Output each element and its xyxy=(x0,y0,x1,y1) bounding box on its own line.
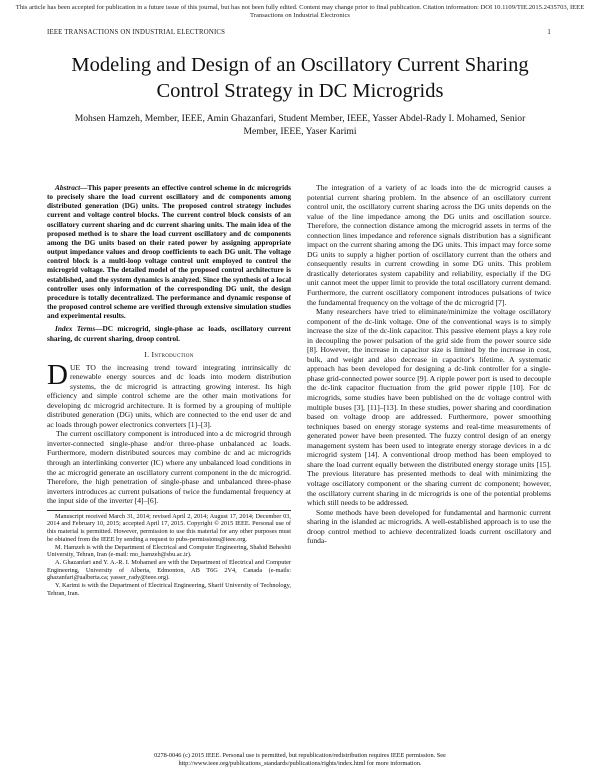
author-list: Mohsen Hamzeh, Member, IEEE, Amin Ghazanfari, Student Member, IEEE, Yasser Abdel-Rady I. Mohamed, Senior Member, IEEE, Yaser Karimi xyxy=(74,113,526,137)
section-title: Introduction xyxy=(151,349,194,359)
intro-lead: UE TO xyxy=(69,362,96,372)
body-paragraph-2: Many researchers have tried to eliminate/minimize the voltage oscillatory component of the dc-link voltage. One of the conventional ways is to simply increase the size of the dc-link capacitor. This passive element plays a key role in decoupling the power pulsation of the grid side from the power source side [8]. However, the increase in capacitor size is limited by the increase in cost, bulk, and weight and also decrease in capacitor's lifetime. A systematic approach has been developed for designing a dc-link controller for a single-phase grid-connected power source [9]. A ripple power port is used to decouple the dc-link capacitor fluctuation from the grid power ripple [10]. For dc microgrids, some studies have been published on the dc voltage control with multiple buses [3], [11]–[13]. In these studies, power sharing and coordination based on voltage droop are addressed. Furthermore, power smoothing techniques based on energy storage systems and real-time measurements of generated power have been presented. The fuzzy control design of an energy management system has been used to integrate energy storage devices in a dc microgrid system [14]. A conventional droop method has been employed to share the load current equally between the distributed energy storage units [15]. The previous literature has presented methods to deal with minimizing the voltage oscillatory component or the sharing current dc component; however, the oscillatory current sharing in dc microgrids is one of the potential problems which still needs to be addressed. xyxy=(307,307,551,508)
intro-p1-text: the increasing trend toward integrating intrinsically dc renewable energy sources and dc loads into modern distribution systems, the dc microgrid is attracting growing interest. Its high efficiency and simple control scheme are the other main motivations for developing dc microgrid architecture. It is formed by a grouping of multiple distributed generation (DG) units, which are connected to the end user dc and ac loads through power electronics converters [1]–[3]. xyxy=(47,362,291,429)
intro-paragraph-2: The current oscillatory component is introduced into a dc microgrid through inverter-connected single-phase and/or three-phase unbalanced ac loads. Furthermore, modern distributed sources may combine dc and ac microgrids through an interlinking converter (IC) where any unbalanced load conditions in the ac microgrid generate an oscillatory current component in the dc microgrid. Therefore, the high penetration of single-phase and unbalanced three-phase inverters introduces ac current pulsations of twice the fundamental frequency at the input side of the inverter [4]–[6]. xyxy=(47,429,291,506)
publication-notice: This article has been accepted for publication in a future issue of this journal, but has not been fully edited. Content may change prior to final publication. Citation information: DOI 10.1109/TIE.2015.2435703, IEEE Transactions on Industrial Electronics xyxy=(15,4,585,19)
drop-cap: D xyxy=(47,358,68,391)
index-terms-label: Index Terms xyxy=(55,324,96,334)
intro-paragraph-1 xyxy=(47,358,291,430)
abstract-label: Abstract xyxy=(55,183,81,192)
abstract-text: —This paper presents an effective control scheme in dc microgrids to precisely share the load current oscillatory and dc components among distributed generation (DG) units. The proposed control strategy includes current and voltage control blocks. The current control block consists of an oscillatory current sharing and dc current sharing units. The main idea of the proposed method is to share the load current oscillatory and dc components among the DG units based on their rated power by assigning appropriate output impedance values and droop coefficients to each DG unit. The voltage control block is a multi-loop voltage control unit employed to control the microgrid voltage. The detailed model of the proposed control architecture is established, and the system dynamics is analyzed. Since the synthesis of a local controller uses only information of the corresponding DG unit, the design procedure is totally decentralized. The performance and dynamic response of the proposed control scheme are verified through extensive simulation studies and experimental results. xyxy=(47,183,291,321)
footnote-author-2: A. Ghazanfari and Y. A.-R. I. Mohamed are with the Department of Electrical and Computer Engineering, University of Alberta, Edmonton, AB T6G 2V4, Canada (e-mails: ghazanfari@ualberta.ca; yasser_rady@ieee.org). xyxy=(47,558,291,582)
body-paragraph-3: Some methods have been developed for fundamental and harmonic current sharing in the islanded ac microgrids. A well-established approach is to use the droop control method to achieve decentralized loads current oscillatory and funda- xyxy=(307,507,551,546)
paper-title: Modeling and Design of an Oscillatory Current Sharing Control Strategy in DC Microgrids xyxy=(71,54,529,102)
page-footer xyxy=(100,752,500,767)
section-numeral: I. xyxy=(144,349,150,359)
footnote-rule xyxy=(47,510,291,511)
abstract xyxy=(47,183,291,320)
footnote-author-3: Y. Karimi is with the Department of Electrical Engineering, Sharif University of Technology, Tehran, Iran. xyxy=(47,582,291,597)
footnote-author-1: M. Hamzeh is with the Department of Electrical and Computer Engineering, Shahid Beheshti University, Tehran, Iran (e-mail: mo_hamzeh@sbu.ac.ir). xyxy=(47,543,291,559)
index-terms xyxy=(47,324,291,342)
journal-name: IEEE TRANSACTIONS ON INDUSTRIAL ELECTRONICS xyxy=(47,29,226,36)
running-head xyxy=(47,29,551,36)
left-column xyxy=(47,183,291,597)
body-paragraph-1: The integration of a variety of ac loads into the dc microgrid causes a potential current sharing problem. In the absence of an oscillatory current control unit, the oscillatory current sharing across the DG units depends on the value of the line impedance among the DG units and oscillation source. Therefore, the connection distance among the microgrid assets in terms of the connection lines impedance and reference signals distribution has a significant impact on the current sharing among the DG units. This impact may force some DG units to supply a higher portion of oscillatory current than the others and consequently results in current crowding in some DG units. This problem drastically deteriorates system capability and reliability, especially if the DG unit cannot meet the upper limit to provide the total oscillatory current demand. Furthermore, the current oscillatory component introduces pulsations of twice the fundamental frequency on the voltage of the dc microgrid [7]. xyxy=(307,183,551,307)
footer-line-1: 0278-0046 (c) 2015 IEEE. Personal use is permitted, but republication/redistribution requires IEEE permission. See xyxy=(154,752,446,759)
index-terms-text: —DC microgrid, single-phase ac loads, oscillatory current sharing, dc current sharing, droop control. xyxy=(47,324,291,343)
footnote-manuscript: Manuscript received March 31, 2014; revised April 2, 2014; August 17, 2014; December 03, 2014 and February 10, 2015; accepted April 17, 2015. Copyright © 2015 IEEE. Personal use of this material is permitted. However, permission to use this material for any other purposes must be obtained from the IEEE by sending a request to pubs-permissions@ieee.org. xyxy=(47,512,291,543)
right-column xyxy=(307,183,551,546)
section-heading-introduction xyxy=(47,350,291,360)
page-number: 1 xyxy=(547,29,551,36)
footer-line-2: http://www.ieee.org/publications_standards/publications/rights/index.html for more information. xyxy=(178,759,422,767)
